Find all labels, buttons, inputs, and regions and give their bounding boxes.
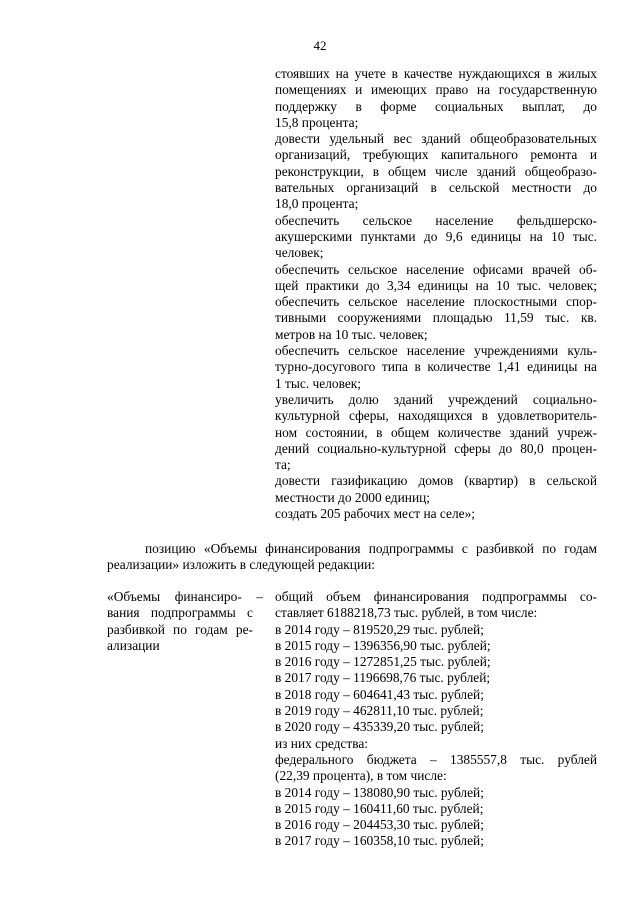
text-line: разбивкой по годам ре- <box>107 621 253 637</box>
text-line: в 2014 году – 819520,29 тыс. рублей; <box>275 621 484 637</box>
text-line: организаций, требующих капитального ремонта и <box>275 147 597 163</box>
text-line: 18,0 процента; <box>275 196 359 212</box>
text-line: из них средства: <box>275 735 369 751</box>
text-line: дений социально-культурной сферы до 80,0 процен- <box>275 440 597 456</box>
text-line: ализации <box>107 637 160 653</box>
text-line: 15,8 процента; <box>275 114 359 130</box>
text-line: позицию «Объемы финансирования подпрограммы с разбивкой по годам <box>145 541 597 556</box>
top-text-block <box>275 66 597 522</box>
text-line: щей практики до 3,34 единицы на 10 тыс. человек; <box>275 277 597 293</box>
text-line: ставляет 6188218,73 тыс. рублей, в том числе: <box>275 605 538 621</box>
text-line: довести удельный вес зданий общеобразовательных <box>275 131 597 147</box>
text-line: в 2016 году – 1272851,25 тыс. рублей; <box>275 654 491 670</box>
text-line: обеспечить сельское население учреждениями куль- <box>275 343 597 359</box>
text-line: ном состоянии, в общем количестве зданий учреж- <box>275 424 597 440</box>
text-line: турно-досугового типа в количестве 1,41 единицы на <box>275 359 597 375</box>
text-line: стоявших на учете в качестве нуждающихся в жилых <box>275 66 597 81</box>
text-line: местности до 2000 единиц; <box>275 489 430 505</box>
text-line: тивными сооружениями площадью 11,59 тыс. кв. <box>275 310 597 326</box>
text-line: (22,39 процента), в том числе: <box>275 768 447 784</box>
text-line: человек; <box>275 245 324 261</box>
text-line: вания подпрограммы с <box>107 605 253 621</box>
text-line: реконструкции, в общем числе зданий общеобразо- <box>275 163 597 179</box>
text-line: в 2017 году – 1196698,76 тыс. рублей; <box>275 670 491 686</box>
text-line: обеспечить сельское население плоскостными спор- <box>275 294 597 310</box>
text-line: обеспечить сельское население фельдшерско- <box>275 212 597 228</box>
text-line: метров на 10 тыс. человек; <box>275 326 428 342</box>
text-line: в 2020 году – 435339,20 тыс. рублей; <box>275 719 484 735</box>
table-value-cell <box>275 589 597 850</box>
intro-paragraph <box>107 541 597 574</box>
text-line: в 2015 году – 1396356,90 тыс. рублей; <box>275 637 491 653</box>
text-line: в 2018 году – 604641,43 тыс. рублей; <box>275 686 484 702</box>
text-line: обеспечить сельское население офисами врачей об- <box>275 261 597 277</box>
text-line: довести газификацию домов (квартир) в сельской <box>275 473 597 489</box>
text-line: в 2016 году – 204453,30 тыс. рублей; <box>275 817 484 833</box>
text-line: федерального бюджета – 1385557,8 тыс. рублей <box>275 751 597 767</box>
text-line: в 2015 году – 160411,60 тыс. рублей; <box>275 800 484 816</box>
text-line: увеличить долю зданий учреждений социально- <box>275 391 597 407</box>
text-line: та; <box>275 457 291 473</box>
text-line: в 2014 году – 138080,90 тыс. рублей; <box>275 784 484 800</box>
page-number: 42 <box>313 38 327 53</box>
text-line: 1 тыс. человек; <box>275 375 361 391</box>
text-line: поддержку в форме социальных выплат, до <box>275 98 597 114</box>
text-line: создать 205 рабочих мест на селе»; <box>275 506 476 522</box>
table-label-cell <box>107 589 263 654</box>
text-line: общий объем финансирования подпрограммы со- <box>275 589 597 604</box>
text-line: акушерскими пунктами до 9,6 единицы на 10 тыс. <box>275 228 597 244</box>
text-line: культурной сферы, находящихся в удовлетворитель- <box>275 408 597 424</box>
text-line: «Объемы финансиро- – <box>107 589 263 604</box>
text-line: помещениях и имеющих право на государственную <box>275 82 597 98</box>
text-line: вательных организаций в сельской местности до <box>275 180 597 196</box>
text-line: в 2017 году – 160358,10 тыс. рублей; <box>275 833 484 849</box>
text-line: в 2019 году – 462811,10 тыс. рублей; <box>275 703 484 719</box>
text-line: реализации» изложить в следующей редакции: <box>107 557 375 573</box>
